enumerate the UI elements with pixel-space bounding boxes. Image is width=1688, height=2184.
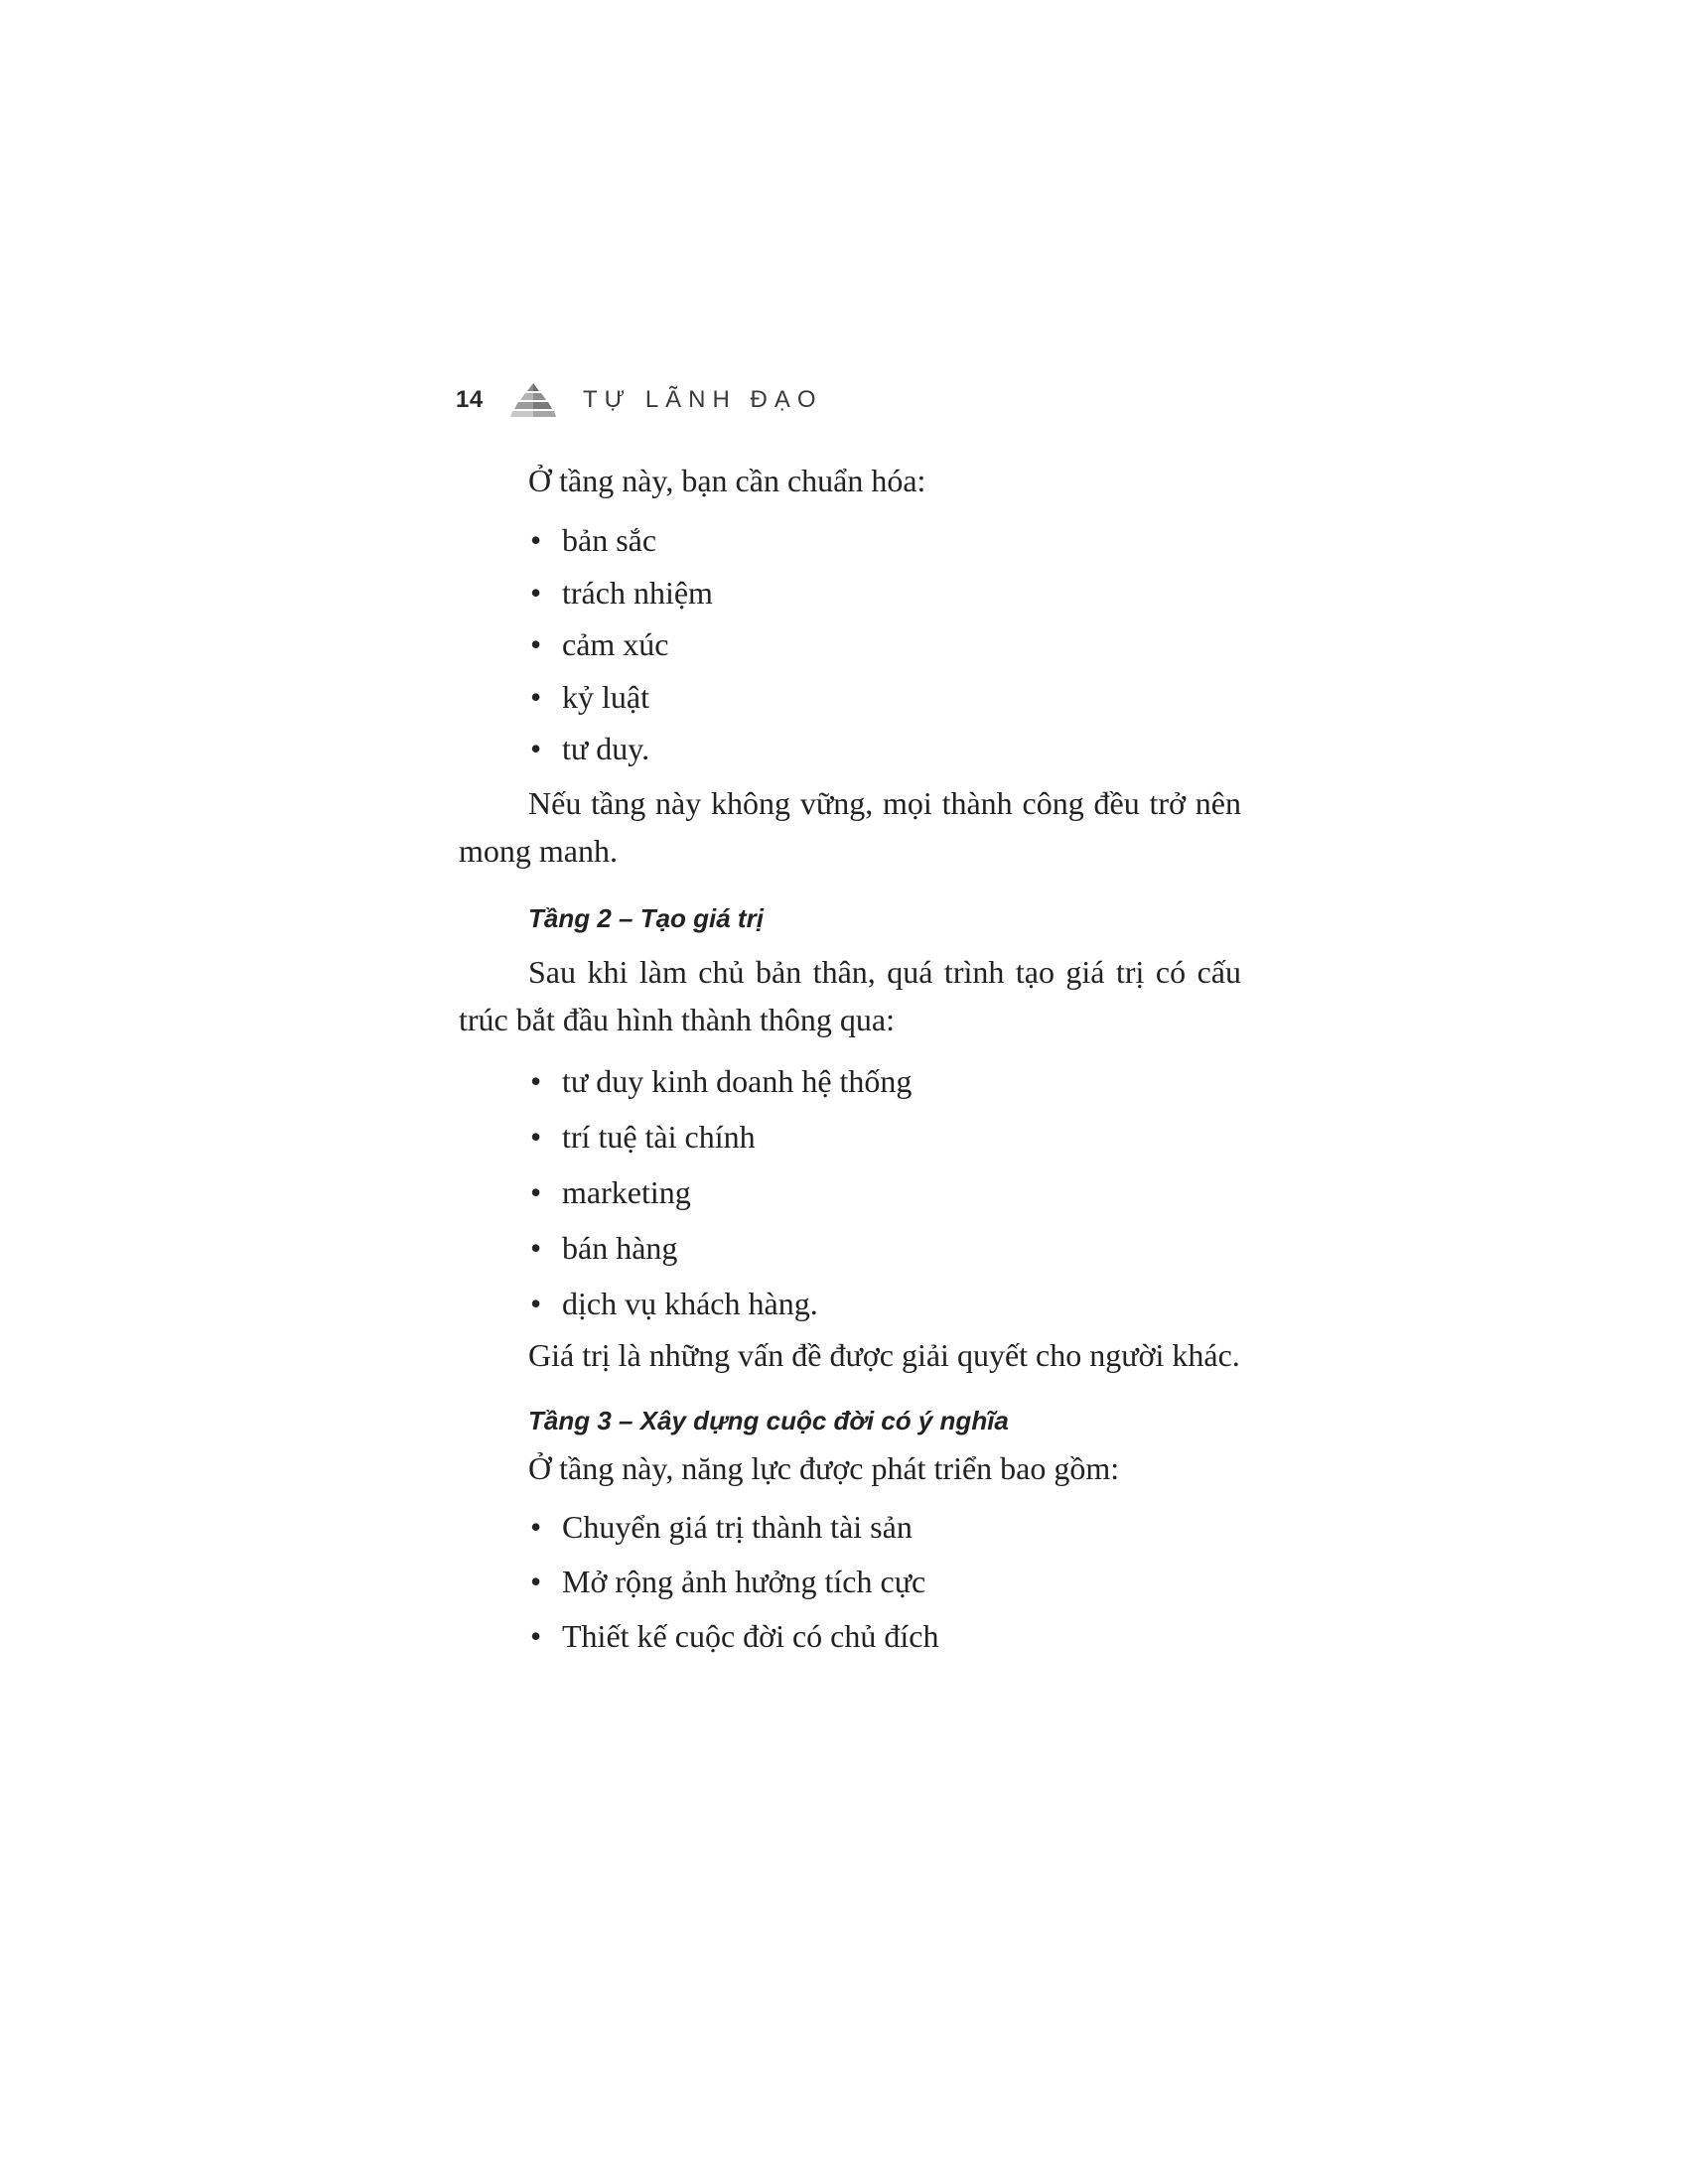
list-item: [459, 567, 1241, 619]
list-item-text: kỷ luật: [562, 678, 649, 715]
bullet-glyph: •: [530, 574, 542, 611]
list-item: [459, 1053, 1241, 1109]
list-item-text: bản sắc: [562, 522, 657, 558]
page-number: 14: [456, 386, 484, 413]
section2-intro: Sau khi làm chủ bản thân, quá trình tạo giá trị có cấu trúc bắt đầu hình thành thông qua:: [459, 953, 1241, 1037]
list-item: [459, 514, 1241, 567]
section3-heading: Tầng 3 – Xây dựng cuộc đời có ý nghĩa: [528, 1405, 1009, 1435]
section2-list: [459, 1053, 1241, 1331]
stacked-layers-icon: [509, 380, 557, 420]
list-item: [459, 671, 1241, 724]
page-body: [459, 457, 1241, 1664]
bullet-glyph: •: [530, 1285, 542, 1321]
bullet-glyph: •: [530, 1118, 542, 1155]
list-item-text: Thiết kế cuộc đời có chủ đích: [562, 1617, 939, 1654]
bullet-glyph: •: [530, 678, 542, 715]
list-item: [459, 618, 1241, 671]
bullet-glyph: •: [530, 1563, 542, 1599]
bullet-glyph: •: [530, 1062, 542, 1099]
bullet-glyph: •: [530, 1229, 542, 1266]
list-item: [459, 723, 1241, 775]
list-item-text: trách nhiệm: [562, 574, 713, 611]
list-item: [459, 1164, 1241, 1220]
section1-intro: Ở tầng này, bạn cần chuẩn hóa:: [528, 463, 926, 498]
section3-intro: Ở tầng này, năng lực được phát triển bao gồm:: [528, 1449, 1120, 1486]
section1-closing: Nếu tầng này không vững, mọi thành công đều trở nên mong manh.: [459, 784, 1241, 869]
section2-heading: Tầng 2 – Tạo giá trị: [528, 902, 764, 933]
list-item-text: tư duy.: [562, 731, 650, 766]
bullet-glyph: •: [530, 1508, 542, 1545]
bullet-glyph: •: [530, 522, 542, 558]
list-item-text: Mở rộng ảnh hưởng tích cực: [562, 1563, 926, 1599]
running-header: [456, 375, 823, 425]
list-item-text: cảm xúc: [562, 626, 669, 662]
bullet-glyph: •: [530, 1173, 542, 1210]
list-item: [459, 1500, 1241, 1555]
list-item: [459, 1220, 1241, 1276]
list-item-text: Chuyển giá trị thành tài sản: [562, 1508, 913, 1545]
list-item-text: trí tuệ tài chính: [562, 1118, 756, 1155]
list-item-text: marketing: [562, 1173, 691, 1210]
bullet-glyph: •: [530, 731, 542, 766]
list-item: [459, 1276, 1241, 1331]
book-title: TỰ LÃNH ĐẠO: [583, 386, 823, 413]
section2-closing: Giá trị là những vấn đề được giải quyết cho người khác.: [528, 1336, 1240, 1373]
list-item-text: dịch vụ khách hàng.: [562, 1285, 818, 1321]
list-item-text: bán hàng: [562, 1229, 678, 1266]
section3-list: [459, 1500, 1241, 1664]
bullet-glyph: •: [530, 626, 542, 662]
list-item: [459, 1555, 1241, 1609]
list-item-text: tư duy kinh doanh hệ thống: [562, 1062, 913, 1099]
list-item: [459, 1609, 1241, 1664]
section1-list: [459, 514, 1241, 775]
bullet-glyph: •: [530, 1617, 542, 1654]
list-item: [459, 1109, 1241, 1164]
